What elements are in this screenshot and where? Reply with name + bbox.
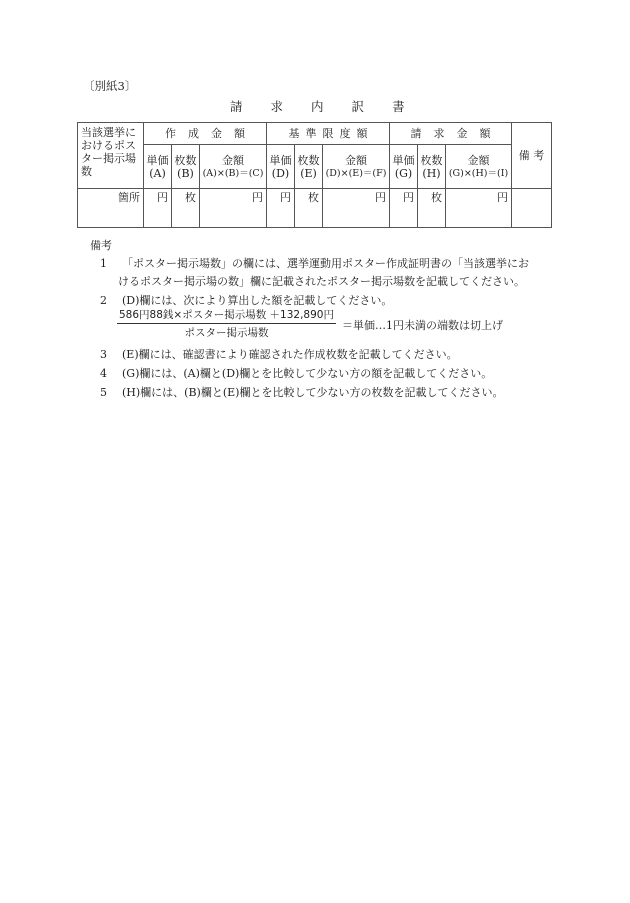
- header-line: 数: [81, 165, 92, 178]
- header-line: おけるポス: [81, 139, 136, 152]
- claim-breakdown-table: [77, 122, 552, 228]
- quantity-h-cell[interactable]: 枚: [418, 189, 446, 228]
- note-number: 4: [100, 367, 107, 380]
- group-char: 求: [433, 127, 445, 140]
- remarks-cell[interactable]: [512, 189, 552, 228]
- subheader-label: 単価: [269, 153, 292, 167]
- production-amount-header: [144, 123, 267, 145]
- group-char: 度: [339, 127, 351, 140]
- group-char: 基: [288, 127, 300, 140]
- note-text: (D)欄には、次により算出した額を記載してください。: [122, 294, 393, 307]
- note-number: 5: [100, 386, 107, 399]
- amount-i-cell[interactable]: 円: [446, 189, 512, 228]
- quantity-b-cell[interactable]: 枚: [172, 189, 200, 228]
- note-3: [100, 346, 458, 362]
- amount-f-cell[interactable]: 円: [323, 189, 390, 228]
- title-char: 訳: [351, 99, 365, 114]
- subheader-label: 単価: [392, 153, 415, 167]
- group-char: 限: [322, 127, 334, 140]
- subheader-code: (E): [300, 166, 317, 180]
- note-text: (G)欄には、(A)欄と(D)欄とを比較して少ない方の額を記載してください。: [122, 367, 493, 380]
- note-5: [100, 384, 503, 400]
- subheader-code: (B): [177, 166, 194, 180]
- subheader-label: 枚数: [174, 153, 197, 167]
- subheader-label: 枚数: [420, 153, 443, 167]
- note-1: [100, 255, 529, 271]
- subheader-code: (H): [422, 166, 441, 180]
- note-number: 3: [100, 348, 107, 361]
- unit-price-d-header: [267, 145, 295, 189]
- title-char: 請: [230, 99, 243, 114]
- group-char: 額: [356, 127, 368, 140]
- group-char: 額: [479, 127, 491, 140]
- note-2: [100, 292, 392, 308]
- group-char: 額: [234, 127, 245, 140]
- subheader-code: (D): [271, 166, 290, 180]
- amount-c-cell[interactable]: 円: [200, 189, 267, 228]
- note-text: けるポスター掲示場の数」欄に記載されたポスター掲示場数を記載してください。: [118, 275, 525, 288]
- unit-price-formula: [117, 307, 336, 340]
- subheader-code: (A): [149, 166, 166, 180]
- formula-numerator: 586円88銭×ポスター掲示場数 ＋132,890円: [117, 307, 336, 324]
- unit-price-a-header: [144, 145, 172, 189]
- note-4: [100, 365, 492, 381]
- group-char: 金: [456, 127, 468, 140]
- group-char: 金: [211, 127, 222, 140]
- quantity-h-header: [418, 145, 446, 189]
- group-char: 成: [188, 127, 199, 140]
- title-char: 内: [311, 99, 324, 114]
- notes-heading: 備考: [90, 239, 112, 252]
- formula-denominator: ポスター掲示場数: [184, 327, 269, 339]
- claim-amount-header: [390, 123, 512, 145]
- unit-price-g-header: [390, 145, 418, 189]
- note-text: 「ポスター掲示場数」の欄には、選挙運動用ポスター作成証明書の「当該選挙にお: [122, 257, 529, 270]
- subheader-label: 金額: [222, 153, 244, 167]
- subheader-code: (A)×(B)＝(C): [202, 167, 264, 179]
- poster-site-count-cell[interactable]: 箇所: [78, 189, 144, 228]
- quantity-e-cell[interactable]: 枚: [295, 189, 323, 228]
- document-title: [230, 97, 405, 115]
- header-line: ター掲示場: [81, 152, 136, 165]
- unit-price-a-cell[interactable]: 円: [144, 189, 172, 228]
- group-char: 準: [305, 127, 317, 140]
- quantity-e-header: [295, 145, 323, 189]
- standard-limit-header: [267, 123, 390, 145]
- subheader-label: 金額: [467, 153, 490, 167]
- unit-price-g-cell[interactable]: 円: [390, 189, 418, 228]
- group-char: 作: [165, 127, 176, 140]
- note-1-continued: [118, 273, 525, 289]
- note-text: (H)欄には、(B)欄と(E)欄とを比較して少ない方の枚数を記載してください。: [122, 386, 504, 399]
- subheader-code: (D)×(E)＝(F): [325, 167, 387, 179]
- formula-result: ＝単価…1円未満の端数は切上げ: [342, 319, 503, 332]
- header-line: 当該選挙に: [81, 126, 136, 139]
- unit-price-d-cell[interactable]: 円: [267, 189, 295, 228]
- attachment-label: 〔別紙3〕: [83, 79, 137, 93]
- amount-f-header: [323, 145, 390, 189]
- note-number: 1: [100, 257, 107, 270]
- note-text: (E)欄には、確認書により確認された作成枚数を記載してください。: [122, 348, 458, 361]
- note-number: 2: [100, 294, 107, 307]
- group-char: 請: [410, 127, 422, 140]
- quantity-b-header: [172, 145, 200, 189]
- remarks-header: 備 考: [512, 123, 552, 189]
- subheader-code: (G)×(H)＝(I): [448, 167, 509, 179]
- subheader-label: 金額: [345, 153, 367, 167]
- title-char: 求: [270, 99, 284, 114]
- subheader-label: 単価: [146, 153, 169, 167]
- title-char: 書: [392, 99, 405, 114]
- amount-i-header: [446, 145, 512, 189]
- poster-site-count-header: [78, 123, 144, 189]
- subheader-label: 枚数: [297, 153, 320, 167]
- amount-c-header: [200, 145, 267, 189]
- subheader-code: (G): [394, 166, 413, 180]
